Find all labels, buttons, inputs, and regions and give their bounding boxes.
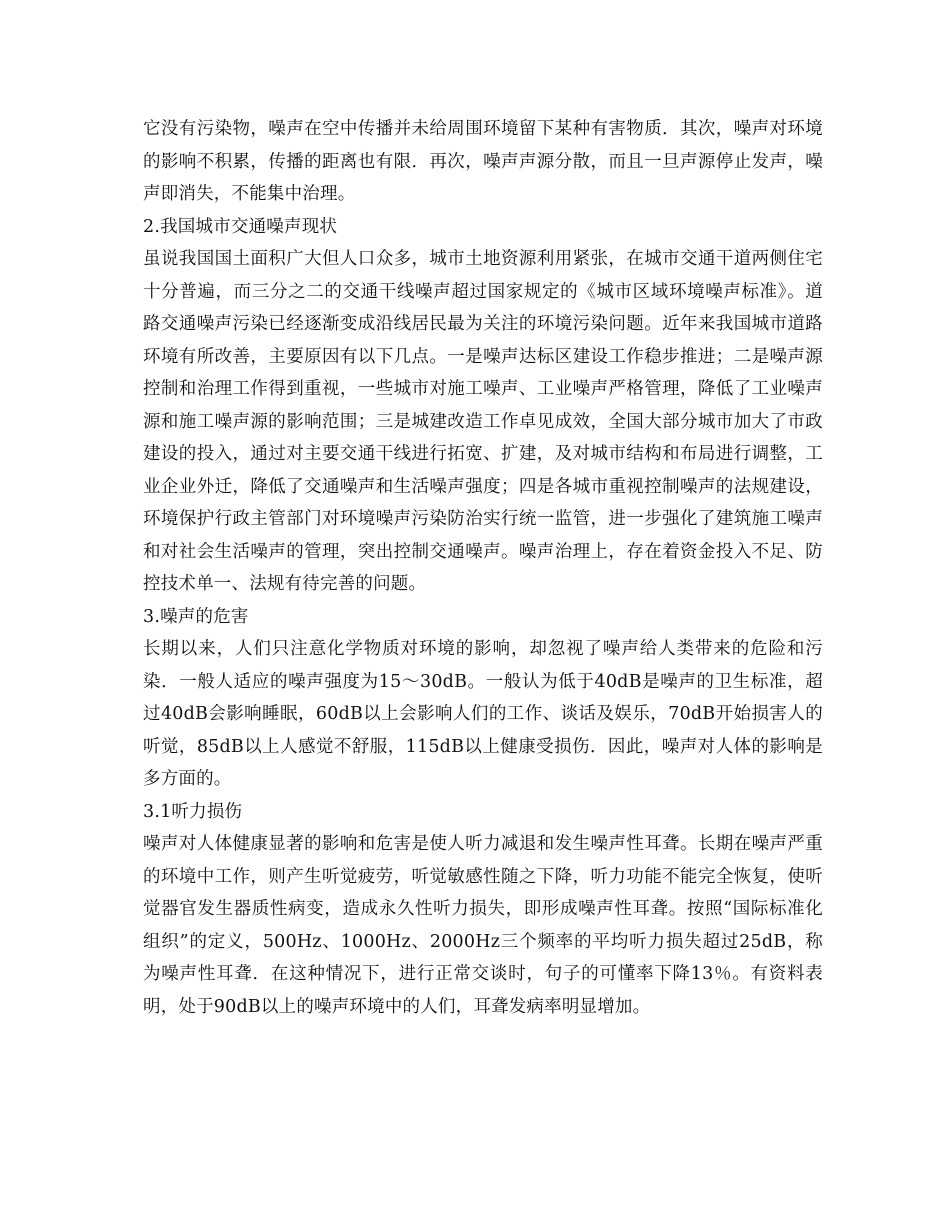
paragraph-noise-characteristics-continued: 它没有污染物，噪声在空中传播并未给周围环境留下某种有害物质．其次，噪声对环境的影响不积累，传播的距离也有限．再次，噪声声源分散，而且一旦声源停止发声，噪声即消失，不能集中治理。 bbox=[143, 119, 823, 204]
paragraph-traffic-noise-status: 虽说我国国土面积广大但人口众多，城市土地资源利用紧张，在城市交通干道两侧住宅十分普遍，而三分之二的交通干线噪声超过国家规定的《城市区域环境噪声标准》。道路交通噪声污染已经逐渐变成沿线居民最为关注的环境污染问题。近年来我国城市道路环境有所改善，主要原因有以下几点。一是噪声达标区建设工作稳步推进；二是噪声源控制和治理工作得到重视，一些城市对施工噪声、工业噪声严格管理，降低了工业噪声源和施工噪声源的影响范围；三是城建改造工作卓见成效，全国大部分城市加大了市政建设的投入，通过对主要交通干线进行拓宽、扩建，及对城市结构和布局进行调整，工业企业外迁，降低了交通噪声和生活噪声强度；四是各城市重视控制噪声的法规建设，环境保护行政主管部门对环境噪声污染防治实行统一监管，进一步强化了建筑施工噪声和对社会生活噪声的管理，突出控制交通噪声。噪声治理上，存在着资金投入不足、防控技术单一、法规有待完善的问题。 bbox=[143, 249, 823, 594]
document-body bbox=[143, 113, 823, 1023]
section-heading-3: 3.噪声的危害 bbox=[143, 606, 249, 627]
section-heading-3-1: 3.1听力损伤 bbox=[143, 801, 243, 822]
paragraph-hearing-damage: 噪声对人体健康显著的影响和危害是使人听力减退和发生噪声性耳聋。长期在噪声严重的环境中工作，则产生听觉疲劳，听觉敏感性随之下降，听力功能不能完全恢复，使听觉器官发生器质性病变，造成永久性听力损失，即形成噪声性耳聋。按照“国际标准化组织”的定义，500Hz、1000Hz、2000Hz三个频率的平均听力损失超过25dB，称为噪声性耳聋．在这种情况下，进行正常交谈时，句子的可懂率下降13％。有资料表明，处于90dB以上的噪声环境中的人们，耳聋发病率明显增加。 bbox=[143, 834, 823, 1017]
section-heading-2: 2.我国城市交通噪声现状 bbox=[143, 216, 338, 237]
paragraph-noise-hazards: 长期以来，人们只注意化学物质对环境的影响，却忽视了噪声给人类带来的危险和污染．一般人适应的噪声强度为15～30dB。一般认为低于40dB是噪声的卫生标准，超过40dB会影响睡眠，60dB以上会影响人们的工作、谈话及娱乐，70dB开始损害人的听觉，85dB以上人感觉不舒服，115dB以上健康受损伤．因此，噪声对人体的影响是多方面的。 bbox=[143, 639, 823, 789]
